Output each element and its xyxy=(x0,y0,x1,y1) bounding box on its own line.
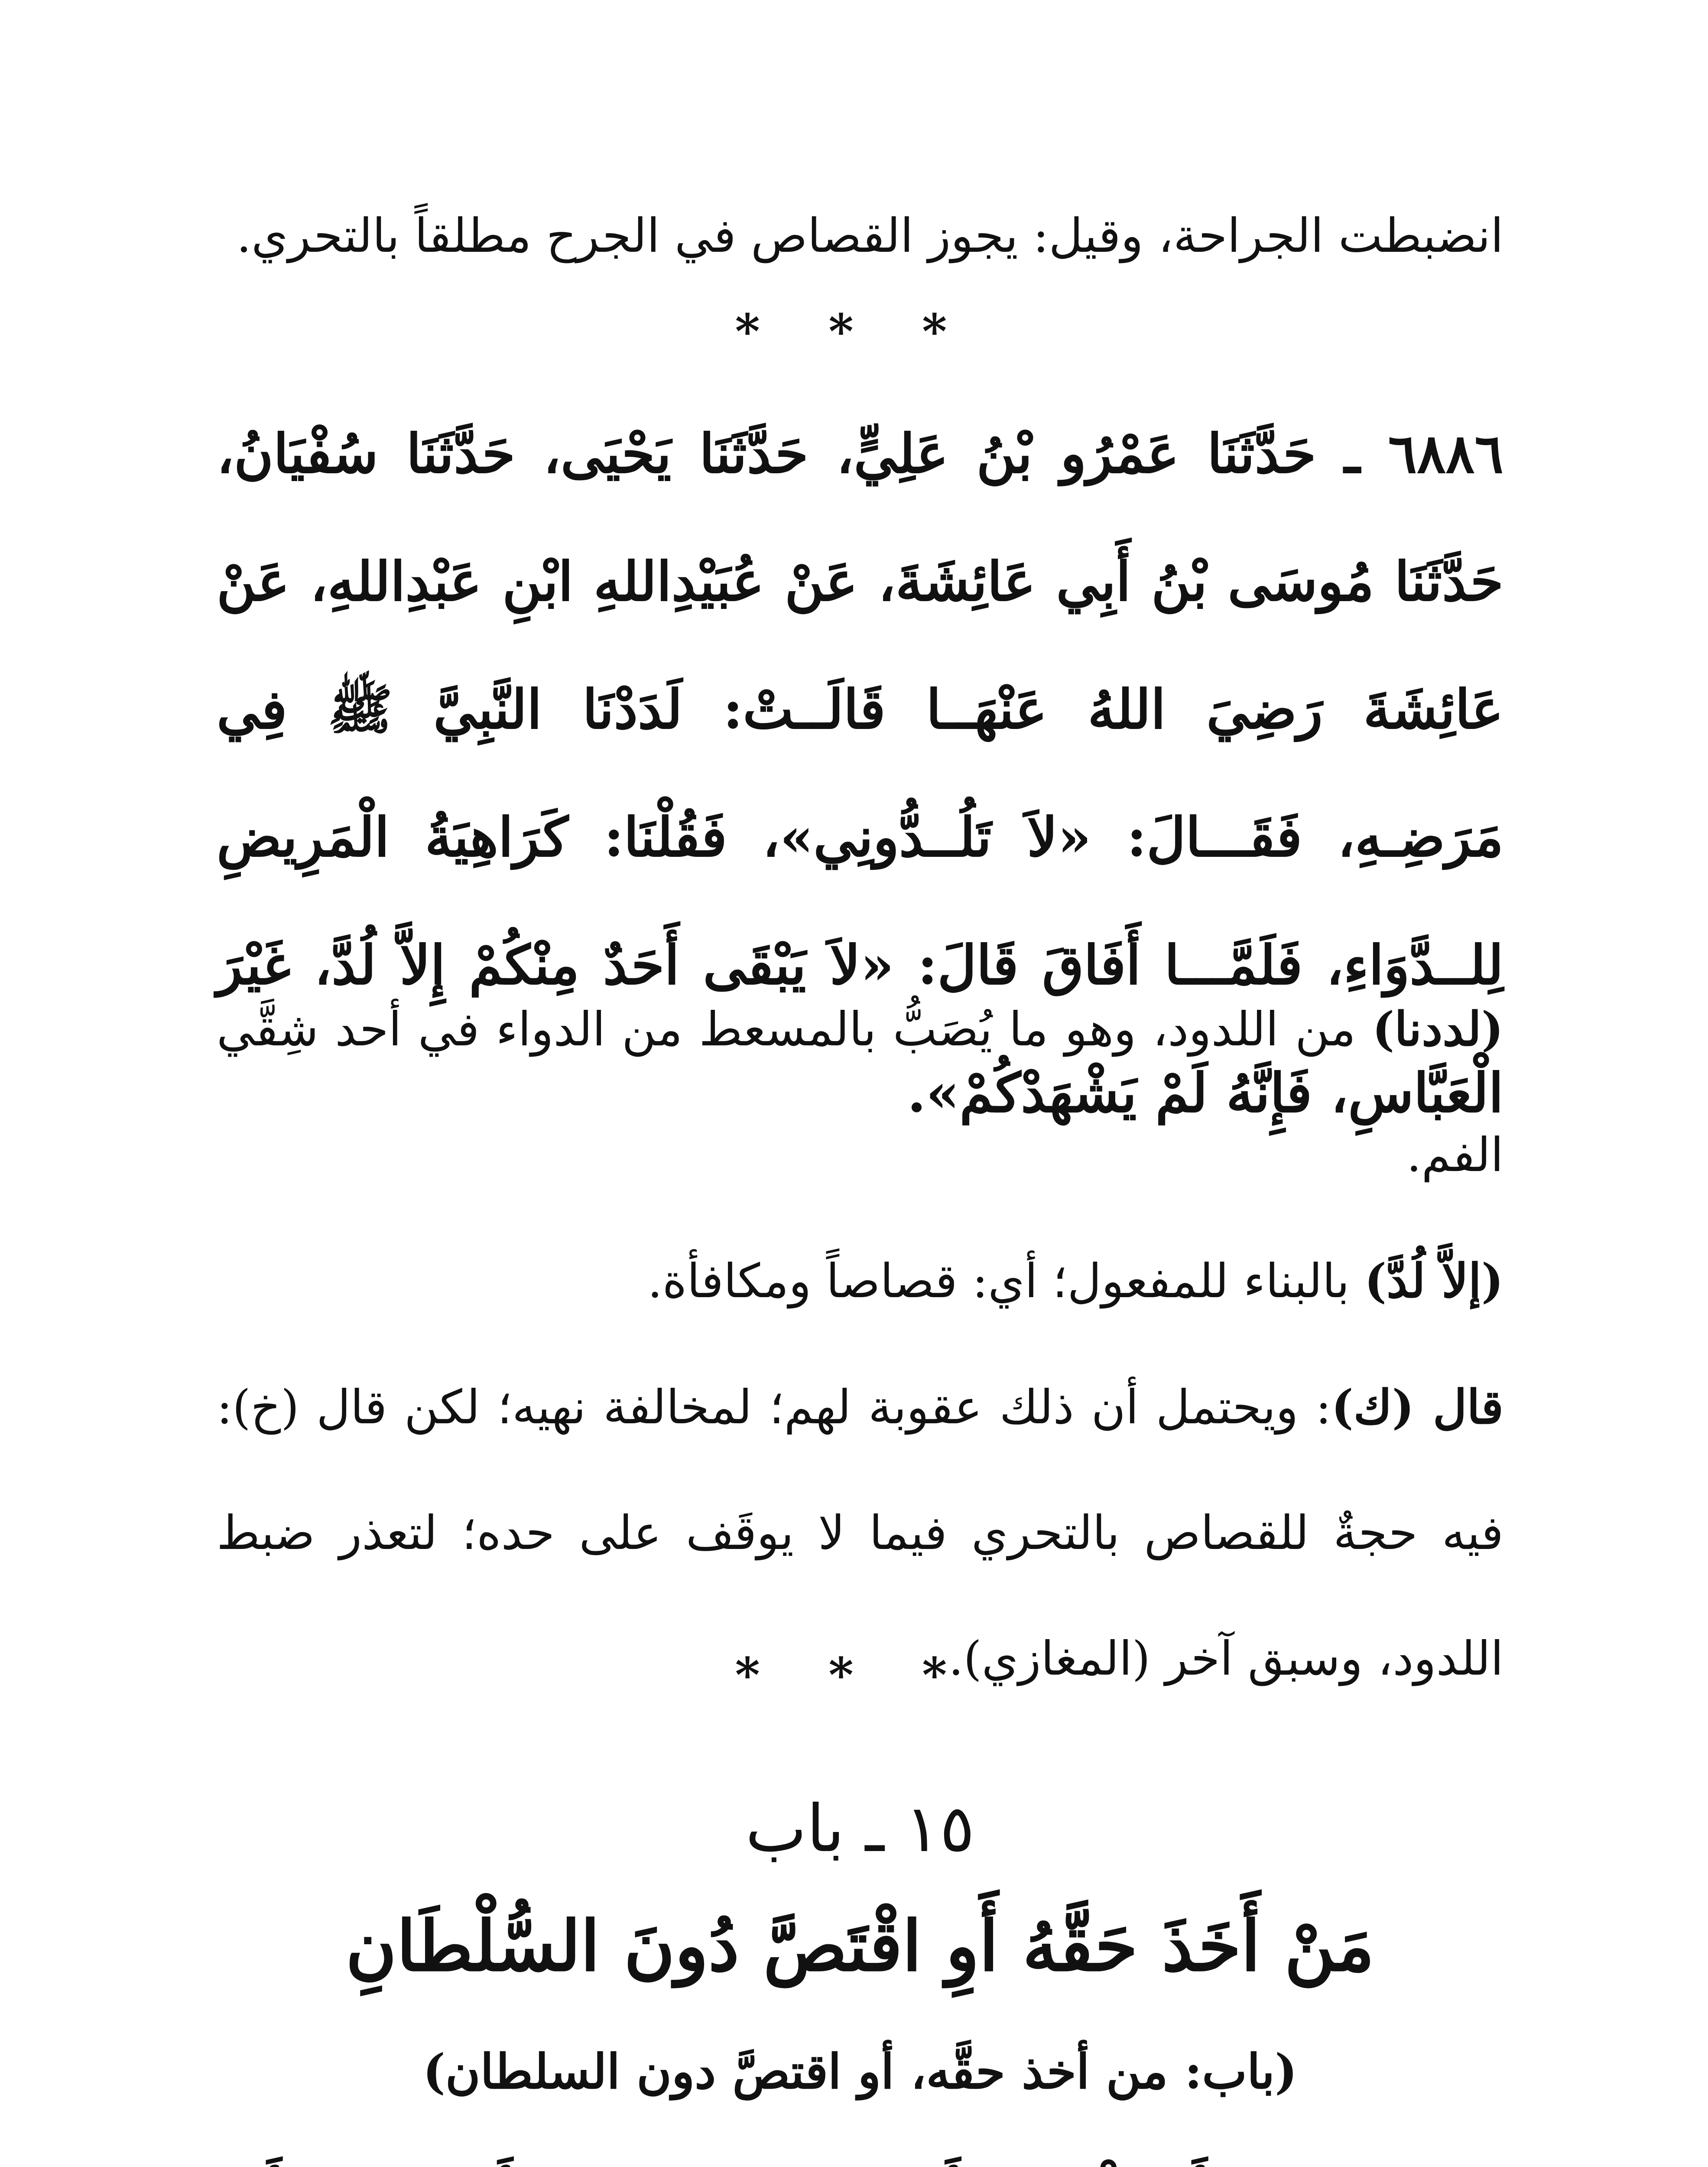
separator-1: * * * xyxy=(735,303,973,359)
commentary-top xyxy=(217,173,1503,299)
term-ladadna: (لددنا) xyxy=(1372,1002,1503,1057)
term-ladadna-explanation: من اللدود، وهو ما يُصَبُّ بالمسعط من الدواء في أحد شِقَّي الفم. xyxy=(217,1002,1503,1182)
commentary-6886 xyxy=(217,966,1503,1722)
bab-subtitle: (باب: من أخذ حقَّه، أو اقتصَّ دون السلطان) xyxy=(422,2043,1298,2099)
term-illa-ludda-explanation: بالبناء للمفعول؛ أي: قصاصاً ومكافأة. xyxy=(647,1254,1364,1308)
commentary-paragraph-2 xyxy=(217,1218,1503,1344)
quote-kaf-text: : ويحتمل أن ذلك عقوبة لهم؛ لمخالفة نهيه؛ لكن قال (خ): فيه حجةٌ للقصاص بالتحري فيما لا يوقَف على حده؛ لتعذر ضبط اللدود، وسبق آخر (المغازي). xyxy=(217,1380,1503,1686)
separator-2: * * * xyxy=(735,1647,973,1703)
commentary-top-line: انضبطت الجراحة، وقيل: يجوز القصاص في الجرح مطلقاً بالتحري. xyxy=(236,209,1503,263)
bab-title: مَنْ أَخَذَ حَقَّهُ أَوِ اقْتَصَّ دُونَ السُّلْطَانِ xyxy=(345,1905,1375,1987)
hadith-6886-text: ٦٨٨٦ ـ حَدَّثَنَا عَمْرُو بْنُ عَلِيٍّ، حَدَّثَنَا يَحْيَى، حَدَّثَنَا سُفْيَانُ، حَدَّثَنَا مُوسَى بْنُ أَبِي عَائِشَةَ، عَنْ عُبَيْدِاللهِ ابْنِ عَبْدِاللهِ، عَنْ عَائِشَةَ رَضِيَ اللهُ عَنْهَــا قَالَــتْ: لَدَدْنَا النَّبِيَّ ﷺ فِي مَرَضِـهِ، فَقَـــالَ: «لاَ تَلُــدُّونِي»، فَقُلْنَا: كَرَاهِيَةُ الْمَرِيضِ لِلــدَّوَاءِ، فَلَمَّـــا أَفَاقَ قَالَ: «لاَ يَبْقَى أَحَدٌ مِنْكُمْ إِلاَّ لُدَّ، غَيْرَ الْعَبَّاسِ، فَإِنَّهُ لَمْ يَشْهَدْكُمْ». xyxy=(217,423,1503,1125)
bab-number: ١٥ ـ باب xyxy=(745,1791,975,1867)
commentary-paragraph-1 xyxy=(217,966,1503,1218)
term-illa-ludda: (إلاَّ لُدَّ) xyxy=(1364,1254,1503,1308)
quote-label-kaf: قال (ك) xyxy=(1331,1380,1503,1435)
hadith-6887 xyxy=(217,2137,1503,2167)
